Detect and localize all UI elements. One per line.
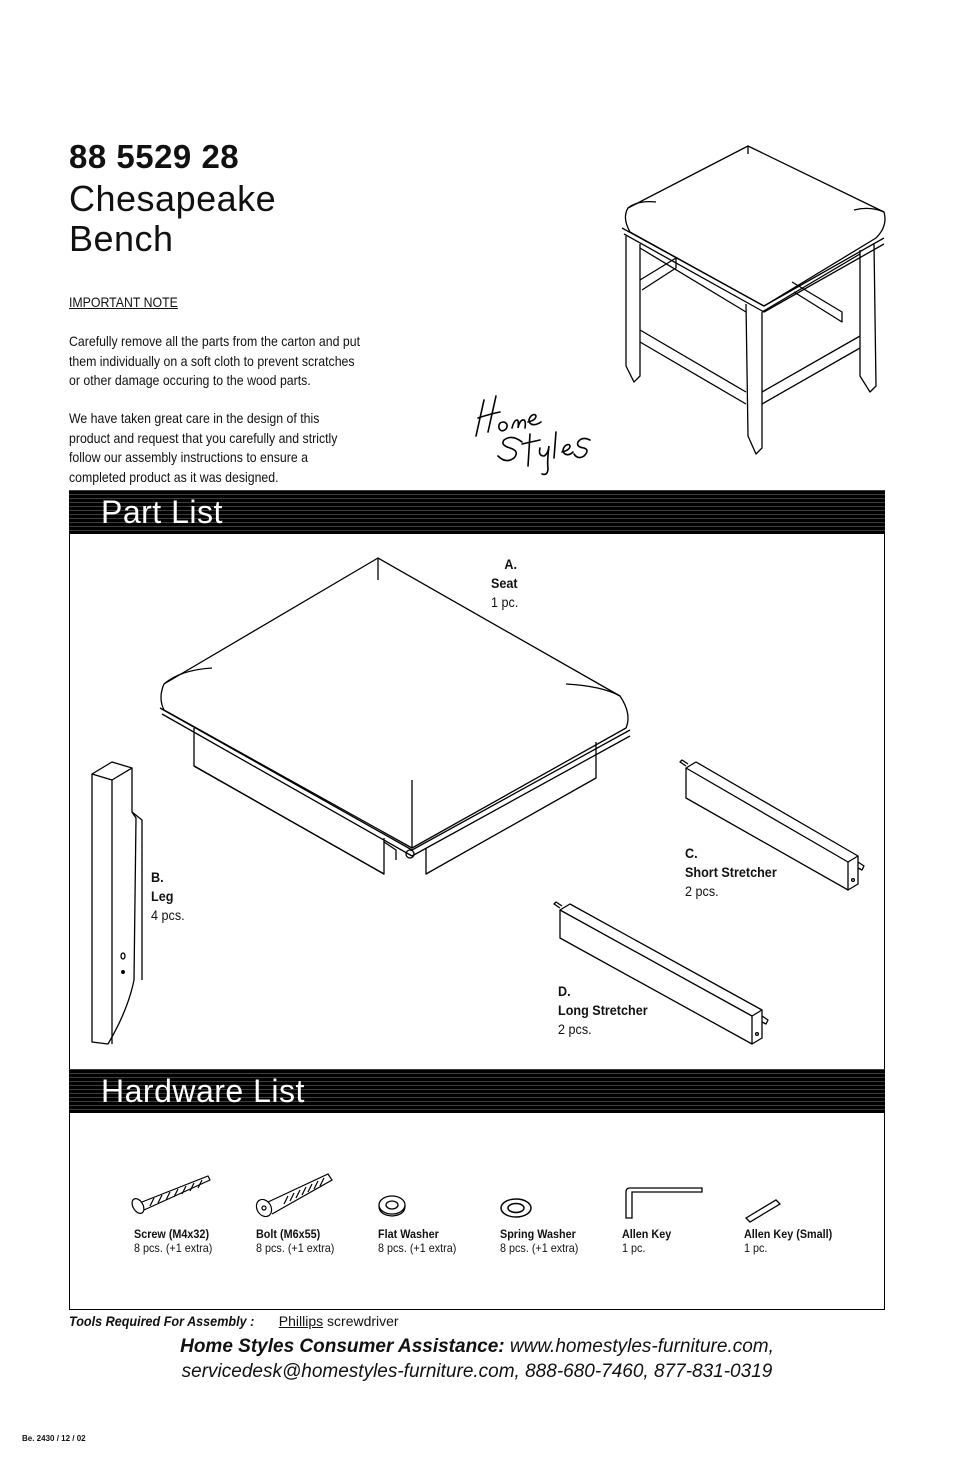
bolt-icon bbox=[254, 1170, 334, 1222]
note-p2-line: product and request that you carefully and strictly bbox=[69, 429, 338, 446]
hardware-name: Bolt (M6x55) bbox=[256, 1227, 321, 1241]
note-heading: IMPORTANT NOTE bbox=[69, 294, 178, 310]
hardware-name: Screw (M4x32) bbox=[134, 1227, 210, 1241]
part-d-name: Long Stretcher bbox=[558, 1002, 648, 1018]
hardware-qty: 8 pcs. (+1 extra) bbox=[256, 1241, 335, 1255]
part-d-qty: 2 pcs. bbox=[558, 1021, 592, 1037]
hardware-qty: 1 pc. bbox=[622, 1241, 646, 1255]
part-a-qty: 1 pc. bbox=[491, 594, 519, 610]
hardware-qty: 8 pcs. (+1 extra) bbox=[134, 1241, 213, 1255]
leg-drawing bbox=[88, 760, 158, 1050]
hardware-item-spring-washer bbox=[500, 1227, 587, 1255]
tools-rest: screwdriver bbox=[327, 1313, 399, 1329]
part-list-title: Part List bbox=[101, 494, 223, 530]
part-c-name: Short Stretcher bbox=[685, 864, 777, 880]
note-p2-line: completed product as it was designed. bbox=[69, 468, 279, 485]
hardware-name: Allen Key bbox=[622, 1227, 672, 1241]
part-b-name: Leg bbox=[151, 888, 174, 904]
hardware-item-screw bbox=[134, 1227, 221, 1255]
assistance-website[interactable]: www.homestyles-furniture.com, bbox=[509, 1336, 774, 1357]
seat-drawing bbox=[150, 552, 640, 882]
hardware-list-header bbox=[69, 1069, 885, 1113]
part-c-qty: 2 pcs. bbox=[685, 883, 719, 899]
assistance-lead: Home Styles Consumer Assistance: bbox=[180, 1336, 505, 1357]
screw-icon bbox=[130, 1170, 212, 1216]
note-p2-line: We have taken great care in the design of this bbox=[69, 410, 320, 426]
note-p2-line: follow our assembly instructions to ensure a bbox=[69, 449, 308, 465]
spring-washer-icon bbox=[498, 1195, 538, 1221]
hardware-name: Flat Washer bbox=[378, 1227, 439, 1241]
part-b-qty: 4 pcs. bbox=[151, 907, 185, 923]
product-name-line2: Bench bbox=[69, 218, 174, 259]
hardware-item-flat-washer bbox=[378, 1227, 465, 1255]
product-code: 88 5529 28 bbox=[69, 138, 240, 175]
tools-required bbox=[69, 1313, 399, 1329]
tools-tool: Phillips bbox=[278, 1313, 324, 1329]
hardware-qty: 8 pcs. (+1 extra) bbox=[378, 1241, 457, 1255]
part-c-letter: C. bbox=[685, 845, 698, 861]
part-d-letter: D. bbox=[558, 983, 571, 999]
hardware-qty: 8 pcs. (+1 extra) bbox=[500, 1241, 579, 1255]
hardware-item-allen-key bbox=[622, 1227, 677, 1255]
assembled-bench-illustration bbox=[612, 140, 892, 460]
tools-lead: Tools Required For Assembly : bbox=[69, 1313, 255, 1329]
document-code: Be. 2430 / 12 / 02 bbox=[22, 1434, 86, 1443]
hardware-name: Allen Key (Small) bbox=[744, 1227, 833, 1241]
part-list-header bbox=[69, 490, 885, 534]
note-p1-line: them individually on a soft cloth to prevent scratches bbox=[69, 352, 355, 369]
hardware-list-title: Hardware List bbox=[101, 1073, 305, 1109]
hardware-item-small-allen-key bbox=[744, 1227, 842, 1255]
allen-key-icon bbox=[620, 1186, 706, 1220]
product-name-line1: Chesapeake bbox=[69, 178, 277, 219]
note-paragraph-2 bbox=[69, 409, 403, 487]
hardware-name: Spring Washer bbox=[500, 1227, 576, 1241]
note-paragraph-1 bbox=[69, 332, 403, 391]
consumer-assistance bbox=[0, 1334, 954, 1384]
hardware-item-bolt bbox=[256, 1227, 343, 1255]
assistance-contacts[interactable]: servicedesk@homestyles-furniture.com, 888-680-7460, 877-831-0319 bbox=[181, 1361, 773, 1382]
part-a-letter: A. bbox=[504, 556, 517, 572]
note-p1-line: or other damage occuring to the wood parts. bbox=[69, 372, 311, 388]
home-styles-logo bbox=[470, 392, 610, 482]
note-p1-line: Carefully remove all the parts from the carton and put bbox=[69, 333, 361, 349]
part-a-name: Seat bbox=[491, 575, 518, 591]
part-b-letter: B. bbox=[151, 869, 164, 885]
hardware-qty: 1 pc. bbox=[744, 1241, 768, 1255]
flat-washer-icon bbox=[376, 1193, 408, 1219]
small-allen-key-icon bbox=[742, 1196, 782, 1224]
